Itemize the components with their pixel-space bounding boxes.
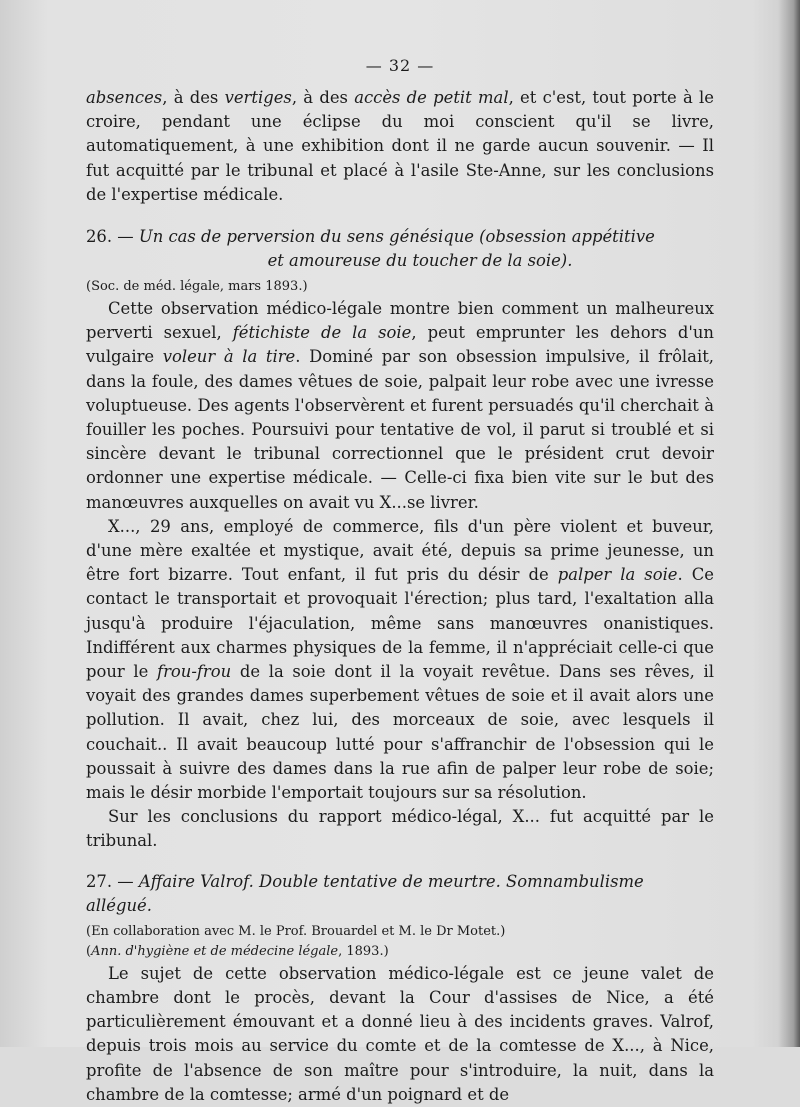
section-27-reference-1: (En collaboration avec M. le Prof. Brouardel et M. le Dr Motet.) — [86, 923, 506, 939]
paragraph-continuation: absences, à des vertiges, à des accès de petit mal, et c'est, tout porte à le croire, pendant une éclipse du moi conscient qu'il se livre, automatiquement, à une exhibition dont il ne garde aucun souvenir. — Il fut acquitté par le tribunal et placé à l'asile Ste-Anne, sur les conclusions de l'expertise médicale. — [86, 88, 714, 204]
section-26-title-line1: Un cas de perversion du sens génésique (obsession appétitive — [138, 227, 655, 247]
section-27-title: Affaire Valrof. Double tentative de meurtre. Somnambulisme allégué. — [86, 871, 644, 915]
section-27-reference-2: (Ann. d'hygiène et de médecine légale, 1893.) — [86, 943, 389, 959]
section-26-title-line2: et amoureuse du toucher de la soie). — [267, 251, 573, 271]
section-27-paragraph-1: Le sujet de cette observation médico-légale est ce jeune valet de chambre dont le procès, devant la Cour d'assises de Nice, a été particulièrement émouvant et a donné lieu à des incidents graves. Valrof, depuis trois mois au service du comte et de la comtesse de X..., à Nice, profite de l'absence de son maître pour s'introduire, la nuit, dans la chambre de la comtesse; armé d'un poignard et de — [86, 963, 714, 1104]
section-26-heading: 26. — Un cas de perversion du sens génésique (obsession appétitive et amoureuse du toucher de la soie). — [86, 225, 714, 273]
section-26-paragraph-1: Cette observation médico-légale montre bien comment un malheureux perverti sexuel, fétichiste de la soie, peut emprunter les dehors d'un vulgaire voleur à la tire. Dominé par son obsession impulsive, il frôlait, dans la foule, des dames vêtues de soie, palpait leur robe avec une ivresse voluptueuse. Des agents l'observèrent et furent persuadés qu'il cherchait à fouiller les poches. Poursuivi pour tentative de vol, il parut si troublé et si sincère devant le tribunal correctionnel que le président crut devoir ordonner une expertise médicale. — Celle-ci fixa bien vite sur le but des manœuvres auxquelles on avait vu X...se livrer. — [86, 299, 714, 512]
section-27-heading: 27. — Affaire Valrof. Double tentative de meurtre. Somnambulisme allégué. — [86, 871, 644, 915]
page-body — [86, 86, 714, 1107]
section-26-reference: (Soc. de méd. légale, mars 1893.) — [86, 279, 308, 295]
page-number: — 32 — — [365, 56, 435, 75]
section-26-paragraph-3: Sur les conclusions du rapport médico-légal, X... fut acquitté par le tribunal. — [86, 807, 714, 851]
page-edge-shadow — [778, 0, 800, 1047]
section-26-paragraph-2: X..., 29 ans, employé de commerce, fils d'un père violent et buveur, d'une mère exaltée et mystique, avait été, depuis sa prime jeunesse, un être fort bizarre. Tout enfant, il fut pris du désir de palper la soie. Ce contact le transportait et provoquait l'érection; plus tard, l'exaltation alla jusqu'à produire l'éjaculation, même sans manœuvres onanistiques. Indifférent aux charmes physiques de la femme, il n'appréciait celle-ci que pour le frou-frou de la soie dont il la voyait revêtue. Dans ses rêves, il voyait des grandes dames superbement vêtues de soie et il avait alors une pollution. Il avait, chez lui, des morceaux de soie, avec lesquels il couchait.. Il avait beaucoup lutté pour s'affranchir de l'obsession qui le poussait à suivre des dames dans la rue afin de palper leur robe de soie; mais le désir morbide l'emportait toujours sur sa résolution. — [86, 516, 714, 803]
